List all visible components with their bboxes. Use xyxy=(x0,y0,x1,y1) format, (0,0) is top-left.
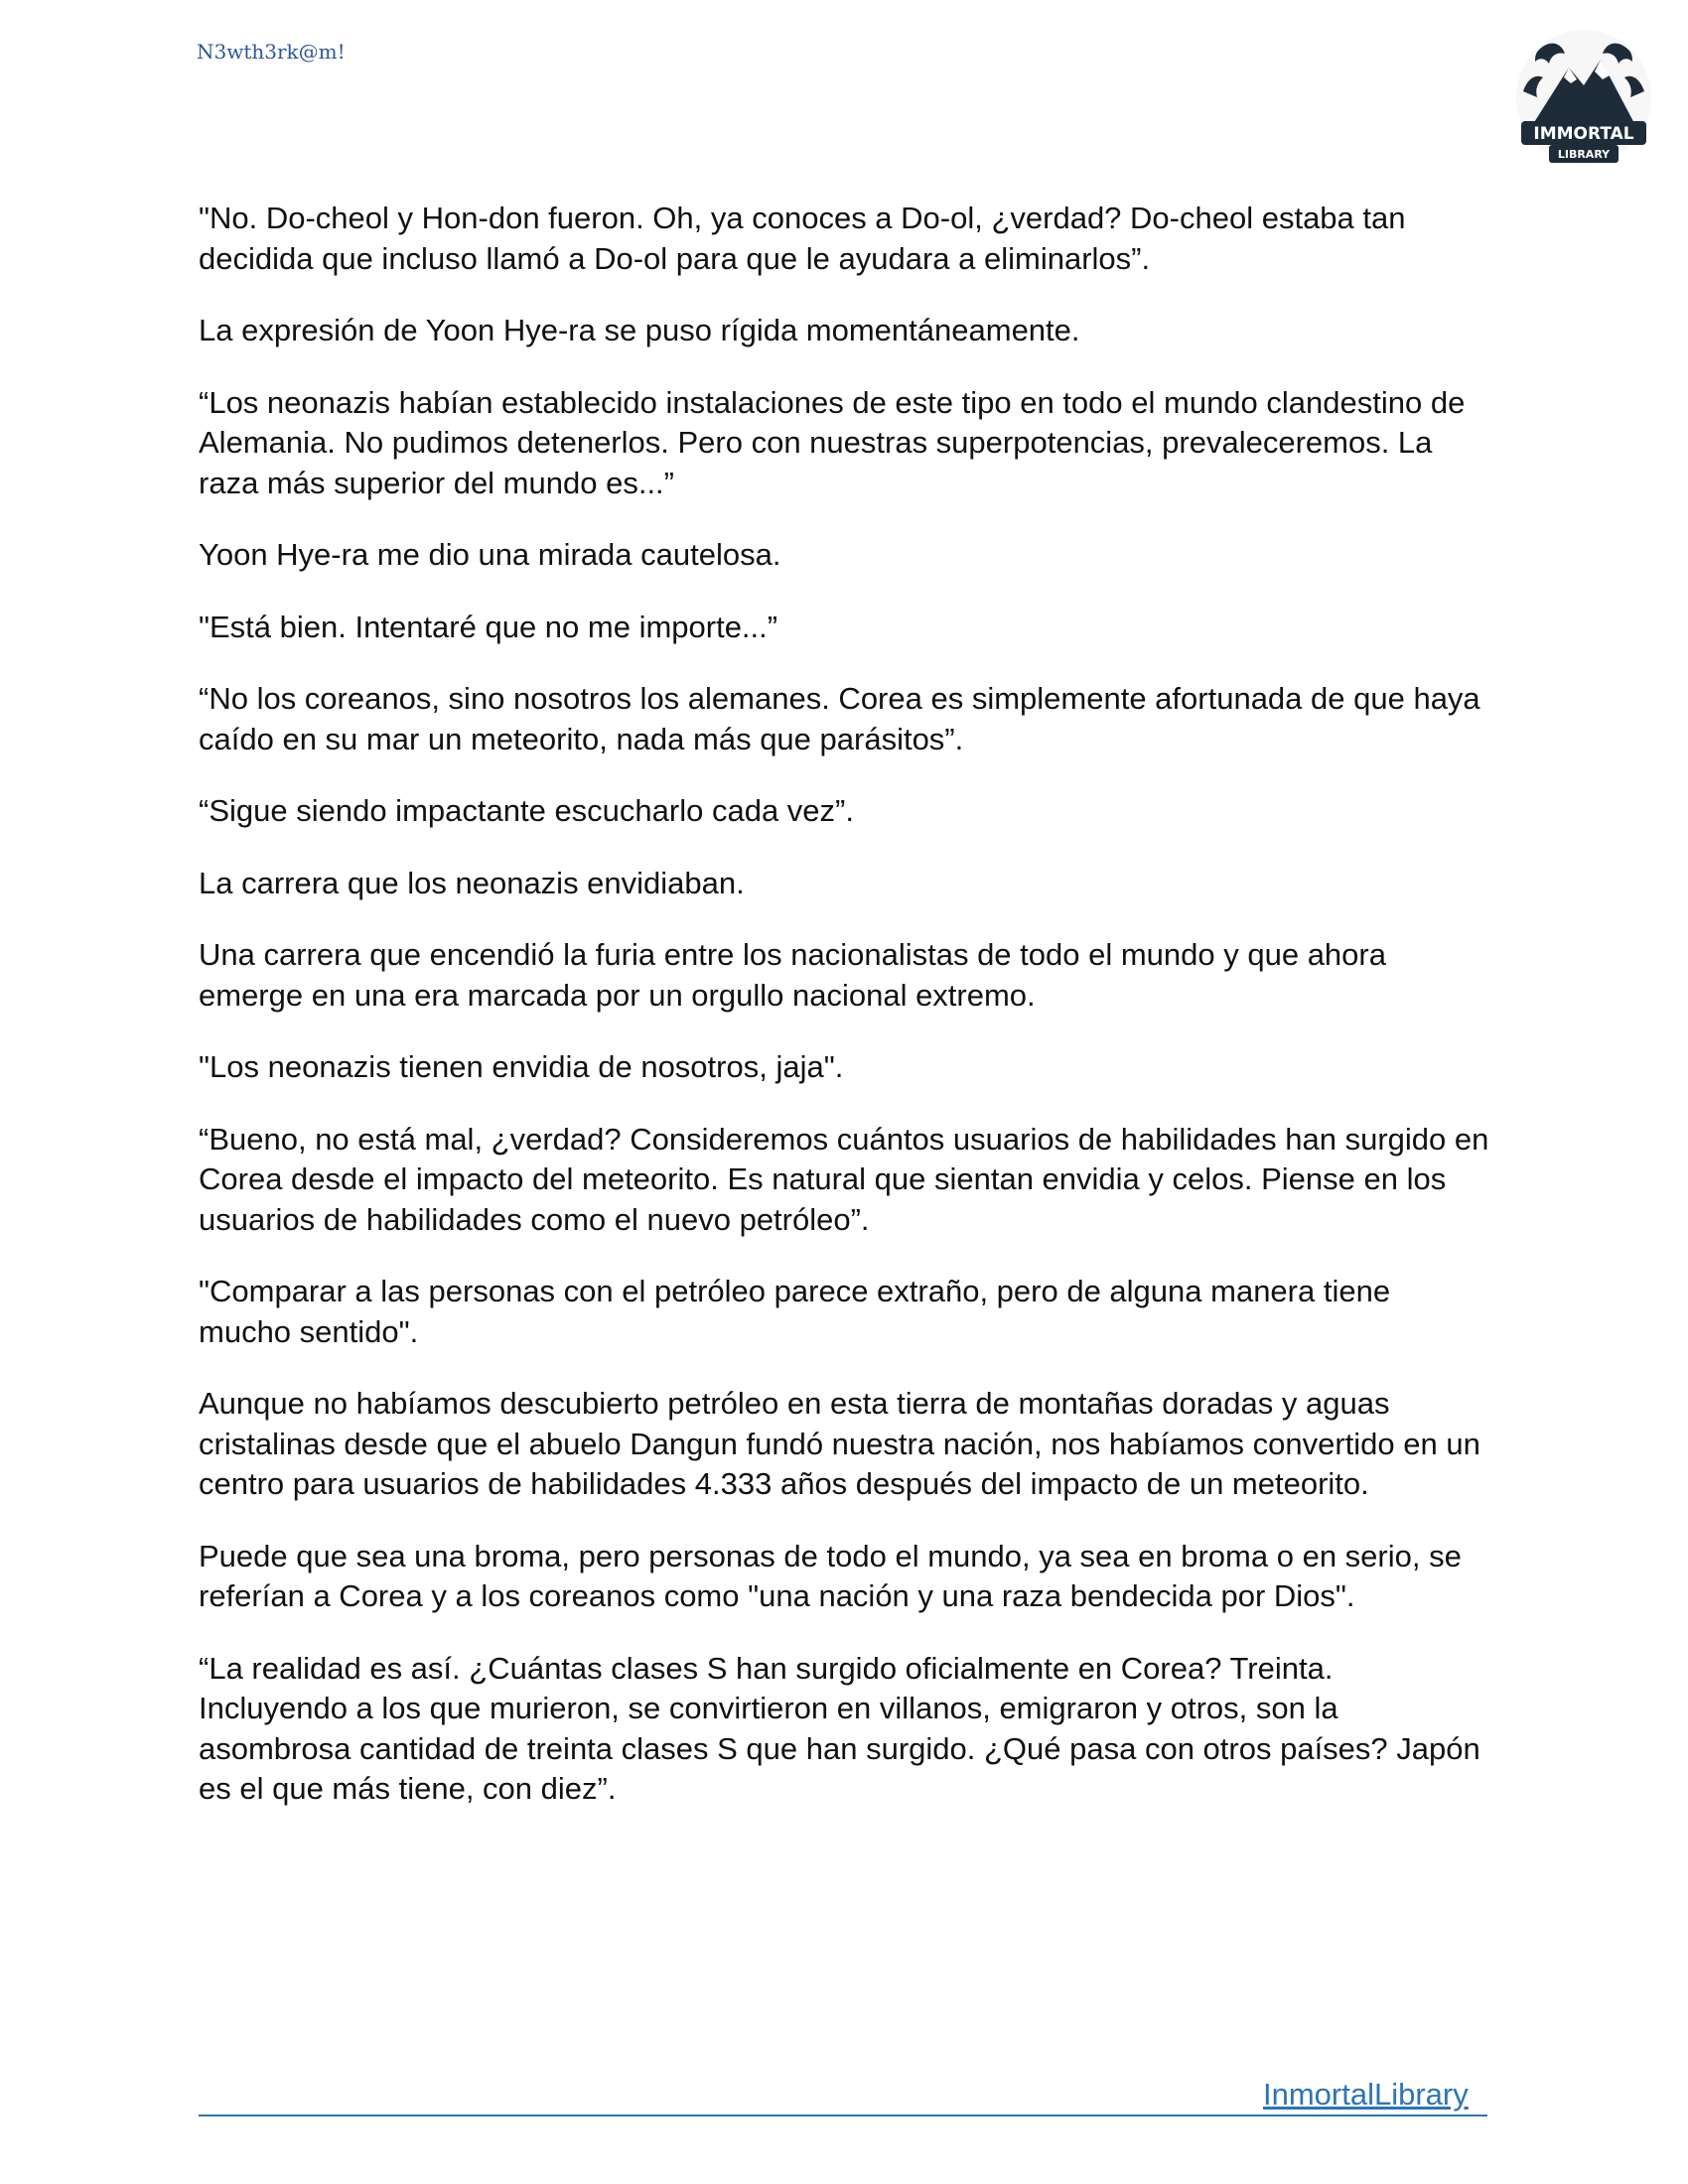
paragraph: "Está bien. Intentaré que no me importe...” xyxy=(199,609,778,644)
immortal-library-logo xyxy=(1509,28,1658,177)
paragraph: La carrera que los neonazis envidiaban. xyxy=(199,865,745,900)
paragraph: “No los coreanos, sino nosotros los alemanes. Corea es simplemente afortunada de que haya caído en su mar un meteorito, nada más que parásitos”. xyxy=(199,681,1480,756)
paragraph: Una carrera que encendió la furia entre los nacionalistas de todo el mundo y que ahora emerge en una era marcada por un orgullo nacional extremo. xyxy=(199,937,1386,1013)
header-watermark: N3wth3rk@m! xyxy=(197,40,346,64)
paragraph: Puede que sea una broma, pero personas de todo el mundo, ya sea en broma o en serio, se referían a Corea y a los coreanos como "una nación y una raza bendecida por Dios". xyxy=(199,1538,1462,1613)
paragraph: "No. Do-cheol y Hon-don fueron. Oh, ya conoces a Do-ol, ¿verdad? Do-cheol estaba tan decidida que incluso llamó a Do-ol para que le ayudara a eliminarlos”. xyxy=(199,201,1406,276)
paragraph: "Los neonazis tienen envidia de nosotros, jaja". xyxy=(199,1049,844,1084)
logo-text-library: LIBRARY xyxy=(1557,148,1611,161)
paragraph: "Comparar a las personas con el petróleo parece extraño, pero de alguna manera tiene mucho sentido". xyxy=(199,1274,1391,1349)
paragraph: “Sigue siendo impactante escucharlo cada vez”. xyxy=(199,793,854,828)
paragraph: Aunque no habíamos descubierto petróleo en esta tierra de montañas doradas y aguas cristalinas desde que el abuelo Dangun fundó nuestra nación, nos habíamos convertido en un centro para usuarios de habilidades 4.333 años después del impacto de un meteorito. xyxy=(199,1386,1480,1501)
paragraph: “Los neonazis habían establecido instalaciones de este tipo en todo el mundo clandestino de Alemania. No pudimos detenerlos. Pero con nuestras superpotencias, prevaleceremos. La raza más superior del mundo es...” xyxy=(199,384,1466,500)
paragraph: La expresión de Yoon Hye-ra se puso rígida momentáneamente. xyxy=(199,313,1080,347)
logo-text-immortal: IMMORTAL xyxy=(1533,124,1634,144)
paragraph: Yoon Hye-ra me dio una mirada cautelosa. xyxy=(199,537,781,572)
body-text xyxy=(199,199,1489,1842)
footer-divider xyxy=(199,2115,1487,2116)
paragraph: “La realidad es así. ¿Cuántas clases S han surgido oficialmente en Corea? Treinta. Incluyendo a los que murieron, se convirtieron en villanos, emigraron y otros, son la asombrosa cantidad de treinta clases S que han surgido. ¿Qué pasa con otros países? Japón es el que más tiene, con diez”. xyxy=(199,1650,1480,1806)
paragraph: “Bueno, no está mal, ¿verdad? Consideremos cuántos usuarios de habilidades han surgido en Corea desde el impacto del meteorito. Es natural que sientan envidia y celos. Piense en los usuarios de habilidades como el nuevo petróleo”. xyxy=(199,1121,1489,1237)
footer-link[interactable]: InmortalLibrary xyxy=(1263,2077,1469,2112)
